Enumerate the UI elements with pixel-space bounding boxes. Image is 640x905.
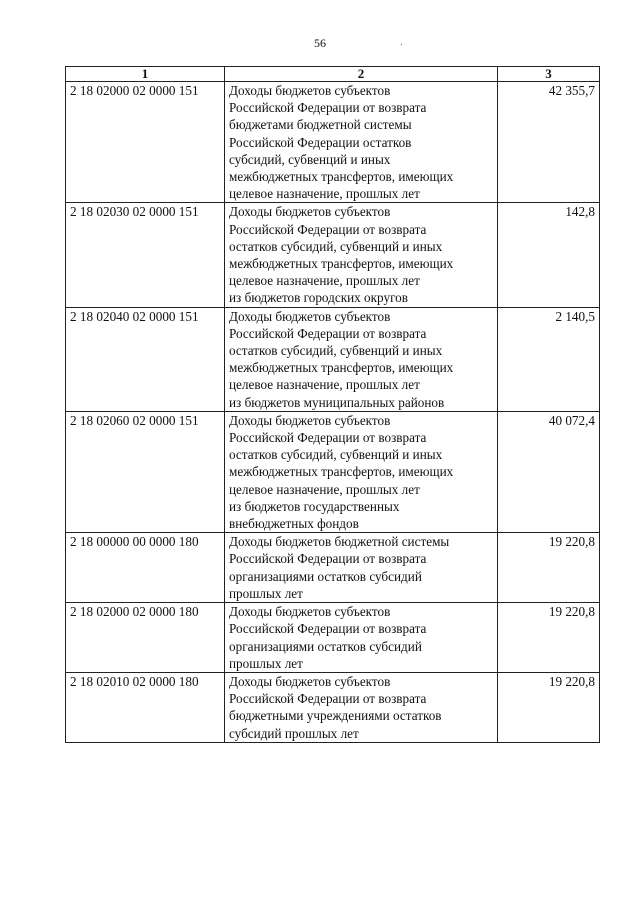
revenue-name-line: целевое назначение, прошлых лет [229,273,420,289]
revenue-name-line: Российской Федерации от возврата [229,430,427,446]
header-col-amount: 3 [498,67,600,82]
revenue-name-line: из бюджетов государственных [229,498,400,514]
revenue-name [225,533,498,603]
revenue-name-line: целевое назначение, прошлых лет [229,377,420,393]
revenue-name-line: остатков субсидий, субвенций и иных [229,343,443,359]
revenue-name-line: целевое назначение, прошлых лет [229,481,420,497]
revenue-name-line: прошлых лет [229,585,303,601]
classification-code: 2 18 02000 02 0000 180 [66,603,225,673]
header-row [66,67,600,82]
revenue-name-line: Доходы бюджетов субъектов [229,83,391,98]
revenue-name-line: целевое назначение, прошлых лет [229,186,420,202]
table-row [66,533,600,603]
revenue-name-line: остатков субсидий, субвенций и иных [229,447,443,463]
amount-value: 19 220,8 [498,603,600,673]
page-number: 56 [314,36,326,50]
amount-value: 42 355,7 [498,82,600,203]
table-body [66,82,600,743]
budget-revenue-table [65,66,600,743]
table-row [66,411,600,532]
revenue-name-line: Доходы бюджетов бюджетной системы [229,534,450,550]
revenue-name-line: Российской Федерации от возврата [229,325,427,341]
revenue-name-line: Доходы бюджетов субъектов [229,412,391,428]
header-col-code: 1 [66,67,225,82]
revenue-name-line: межбюджетных трансфертов, имеющих [229,464,454,480]
table-row [66,307,600,411]
amount-value: 40 072,4 [498,411,600,532]
revenue-name-line: субсидий, субвенций и иных [229,151,391,167]
revenue-name-line: межбюджетных трансфертов, имеющих [229,256,454,272]
revenue-name-line: Российской Федерации от возврата [229,551,427,567]
revenue-name-line: Доходы бюджетов субъектов [229,204,391,220]
revenue-name-line: Доходы бюджетов субъектов [229,604,391,620]
revenue-name-line: бюджетами бюджетной системы [229,117,412,133]
revenue-name [225,203,498,307]
revenue-name-line: Российской Федерации от возврата [229,100,427,116]
revenue-name-line: организациями остатков субсидий [229,568,422,584]
table-header [66,67,600,82]
revenue-name-line: Российской Федерации от возврата [229,221,427,237]
amount-value: 19 220,8 [498,533,600,603]
classification-code: 2 18 02000 02 0000 151 [66,82,225,203]
revenue-name-line: Российской Федерации от возврата [229,691,427,707]
revenue-name [225,82,498,203]
revenue-name-line: организациями остатков субсидий [229,638,422,654]
amount-value: 2 140,5 [498,307,600,411]
revenue-name [225,603,498,673]
classification-code: 2 18 02040 02 0000 151 [66,307,225,411]
classification-code: 2 18 02030 02 0000 151 [66,203,225,307]
revenue-name-line: Доходы бюджетов субъектов [229,673,391,689]
header-col-name: 2 [225,67,498,82]
revenue-name-line: межбюджетных трансфертов, имеющих [229,360,454,376]
revenue-name-line: межбюджетных трансфертов, имеющих [229,169,454,185]
revenue-name-line: Российской Федерации от возврата [229,621,427,637]
revenue-name-line: прошлых лет [229,655,303,671]
revenue-name-line: внебюджетных фондов [229,516,359,532]
table-row [66,603,600,673]
revenue-name [225,672,498,742]
table-row [66,203,600,307]
revenue-name-line: бюджетными учреждениями остатков [229,708,442,724]
revenue-name-line: субсидий прошлых лет [229,725,359,741]
table-row [66,672,600,742]
revenue-name-line: из бюджетов муниципальных районов [229,394,445,410]
amount-value: 142,8 [498,203,600,307]
classification-code: 2 18 02060 02 0000 151 [66,411,225,532]
revenue-name-line: из бюджетов городских округов [229,290,408,306]
revenue-name [225,411,498,532]
revenue-name-line: Доходы бюджетов субъектов [229,308,391,324]
revenue-name-line: остатков субсидий, субвенций и иных [229,238,443,254]
revenue-name-line: Российской Федерации остатков [229,134,412,150]
table-row [66,82,600,203]
scan-artifact-dot [401,44,402,45]
revenue-name [225,307,498,411]
amount-value: 19 220,8 [498,672,600,742]
classification-code: 2 18 02010 02 0000 180 [66,672,225,742]
classification-code: 2 18 00000 00 0000 180 [66,533,225,603]
